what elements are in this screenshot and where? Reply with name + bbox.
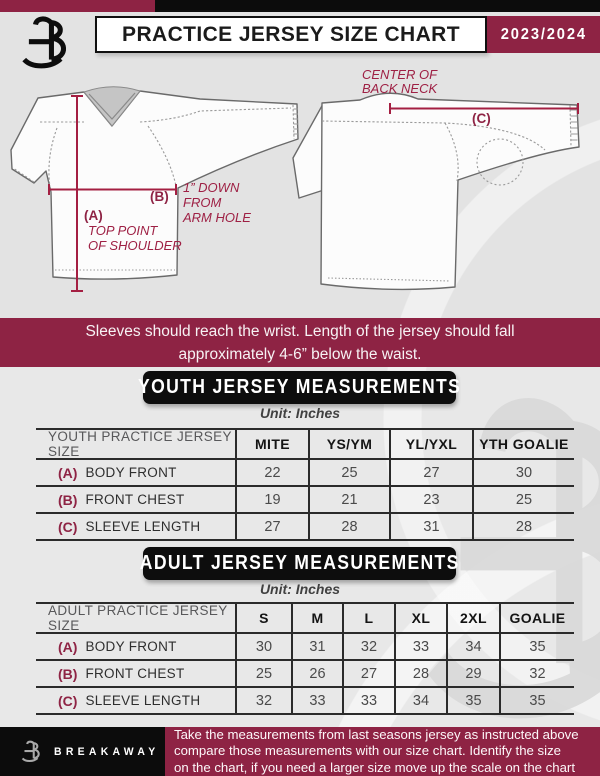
cell-value: 31 xyxy=(293,634,344,659)
banner-line2: approximately 4-6” below the waist. xyxy=(178,345,422,363)
cell-value: 35 xyxy=(448,688,501,713)
youth-col-goalie: YTH GOALIE xyxy=(479,436,569,452)
cell-value: 19 xyxy=(237,487,310,512)
cell-value: 32 xyxy=(529,665,546,682)
brand-wordmark: BREAKAWAY xyxy=(54,745,160,758)
youth-table-label-header: YOUTH PRACTICE JERSEY SIZE xyxy=(36,430,237,458)
adult-col-l: L xyxy=(344,604,396,632)
row-name: BODY FRONT xyxy=(85,639,177,654)
note-a-line1: TOP POINT xyxy=(88,223,158,238)
row-key: (C) xyxy=(58,692,78,709)
cell-value: 29 xyxy=(448,661,501,686)
footer-note-line1: Take the measurements from last seasons jersey as instructed above xyxy=(174,727,579,743)
row-key: (B) xyxy=(58,665,78,682)
adult-table-label-header: ADULT PRACTICE JERSEY SIZE xyxy=(36,604,237,632)
row-name: FRONT CHEST xyxy=(85,666,185,681)
label-c: (C) xyxy=(472,111,491,126)
row-name: SLEEVE LENGTH xyxy=(85,693,201,708)
cell-value: 34 xyxy=(448,634,501,659)
footer-brand-bar xyxy=(0,727,165,776)
row-name: BODY FRONT xyxy=(85,465,177,480)
cell-value: 27 xyxy=(344,661,396,686)
note-b-line1: 1” DOWN xyxy=(183,180,240,195)
youth-table-header-row xyxy=(36,430,574,458)
cell-value: 33 xyxy=(344,688,396,713)
cell-value: 27 xyxy=(391,460,474,485)
cell-value: 35 xyxy=(529,692,546,709)
youth-unit-label: Unit: Inches xyxy=(259,405,341,421)
adult-row-sleeve-length xyxy=(36,686,574,713)
youth-col-ysym: YS/YM xyxy=(310,430,391,458)
footer-breakaway-logo-icon xyxy=(20,737,43,767)
adult-section-title: ADULT JERSEY MEASUREMENTS xyxy=(139,552,460,574)
cell-value: 27 xyxy=(237,514,310,539)
back-jersey-outline xyxy=(321,93,579,289)
cell-value: 25 xyxy=(515,491,533,508)
row-key: (A) xyxy=(58,638,78,655)
row-label xyxy=(36,460,237,485)
logo-bottom-swoosh xyxy=(24,59,61,66)
cell-value: 25 xyxy=(310,460,391,485)
cell-value: 28 xyxy=(515,518,533,535)
adult-unit-label: Unit: Inches xyxy=(259,581,341,597)
row-label xyxy=(36,661,237,686)
adult-col-xl: XL xyxy=(396,604,448,632)
adult-table-header-row xyxy=(36,604,574,632)
footer-note-line3: on the chart, if you need a larger size move up the scale on the chart xyxy=(174,759,575,775)
cell-value: 30 xyxy=(515,464,533,481)
footer-note xyxy=(165,727,600,776)
row-label xyxy=(36,634,237,659)
row-label xyxy=(36,487,237,512)
cell-value: 33 xyxy=(293,688,344,713)
note-b-line2: FROM xyxy=(183,195,222,210)
youth-row-body-front xyxy=(36,458,574,485)
cell-value: 28 xyxy=(310,514,391,539)
row-name: SLEEVE LENGTH xyxy=(85,519,201,534)
cell-value: 22 xyxy=(237,460,310,485)
adult-section-header xyxy=(139,547,460,580)
youth-section-header xyxy=(137,371,462,404)
youth-row-front-chest xyxy=(36,485,574,512)
row-label xyxy=(36,688,237,713)
youth-col-mite: MITE xyxy=(237,430,310,458)
youth-section-title: YOUTH JERSEY MEASUREMENTS xyxy=(137,376,462,398)
breakaway-logo-icon xyxy=(18,15,74,73)
youth-size-table xyxy=(36,428,574,541)
adult-col-goalie: GOALIE xyxy=(509,610,566,626)
adult-col-s: S xyxy=(237,604,293,632)
adult-col-m: M xyxy=(293,604,344,632)
banner-line1: Sleeves should reach the wrist. Length of the jersey should fall xyxy=(85,322,515,340)
label-a: (A) xyxy=(84,208,103,223)
note-b-line3: ARM HOLE xyxy=(183,210,251,225)
row-name: FRONT CHEST xyxy=(85,492,185,507)
cell-value: 30 xyxy=(237,634,293,659)
youth-row-sleeve-length xyxy=(36,512,574,539)
cell-value: 31 xyxy=(391,514,474,539)
top-accent-black xyxy=(155,0,600,12)
season-badge-text: 2023/2024 xyxy=(500,25,587,43)
label-b: (B) xyxy=(150,189,169,204)
adult-size-table xyxy=(36,602,574,715)
adult-col-2xl: 2XL xyxy=(448,604,501,632)
row-key: (B) xyxy=(58,491,78,508)
adult-row-body-front xyxy=(36,632,574,659)
row-label xyxy=(36,514,237,539)
footer-note-line2: compare those measurements with our size chart. Identify the size xyxy=(174,743,562,759)
cell-value: 25 xyxy=(237,661,293,686)
jersey-diagram xyxy=(0,58,600,320)
instruction-banner xyxy=(0,318,600,367)
season-badge xyxy=(487,16,600,53)
cell-value: 33 xyxy=(396,634,448,659)
cell-value: 35 xyxy=(529,638,546,655)
note-c-line2: BACK NECK xyxy=(362,81,438,96)
cell-value: 32 xyxy=(237,688,293,713)
row-key: (C) xyxy=(58,518,78,535)
cell-value: 23 xyxy=(391,487,474,512)
note-c-line1: CENTER OF xyxy=(362,67,438,82)
top-accent-maroon xyxy=(0,0,155,12)
cell-value: 32 xyxy=(344,634,396,659)
row-key: (A) xyxy=(58,464,78,481)
youth-col-ylyxl: YL/YXL xyxy=(391,430,474,458)
page-title xyxy=(95,16,487,53)
adult-row-front-chest xyxy=(36,659,574,686)
page-title-text: PRACTICE JERSEY SIZE CHART xyxy=(122,22,460,46)
cell-value: 34 xyxy=(396,688,448,713)
cell-value: 21 xyxy=(310,487,391,512)
note-a-line2: OF SHOULDER xyxy=(88,238,182,253)
cell-value: 26 xyxy=(293,661,344,686)
cell-value: 28 xyxy=(396,661,448,686)
